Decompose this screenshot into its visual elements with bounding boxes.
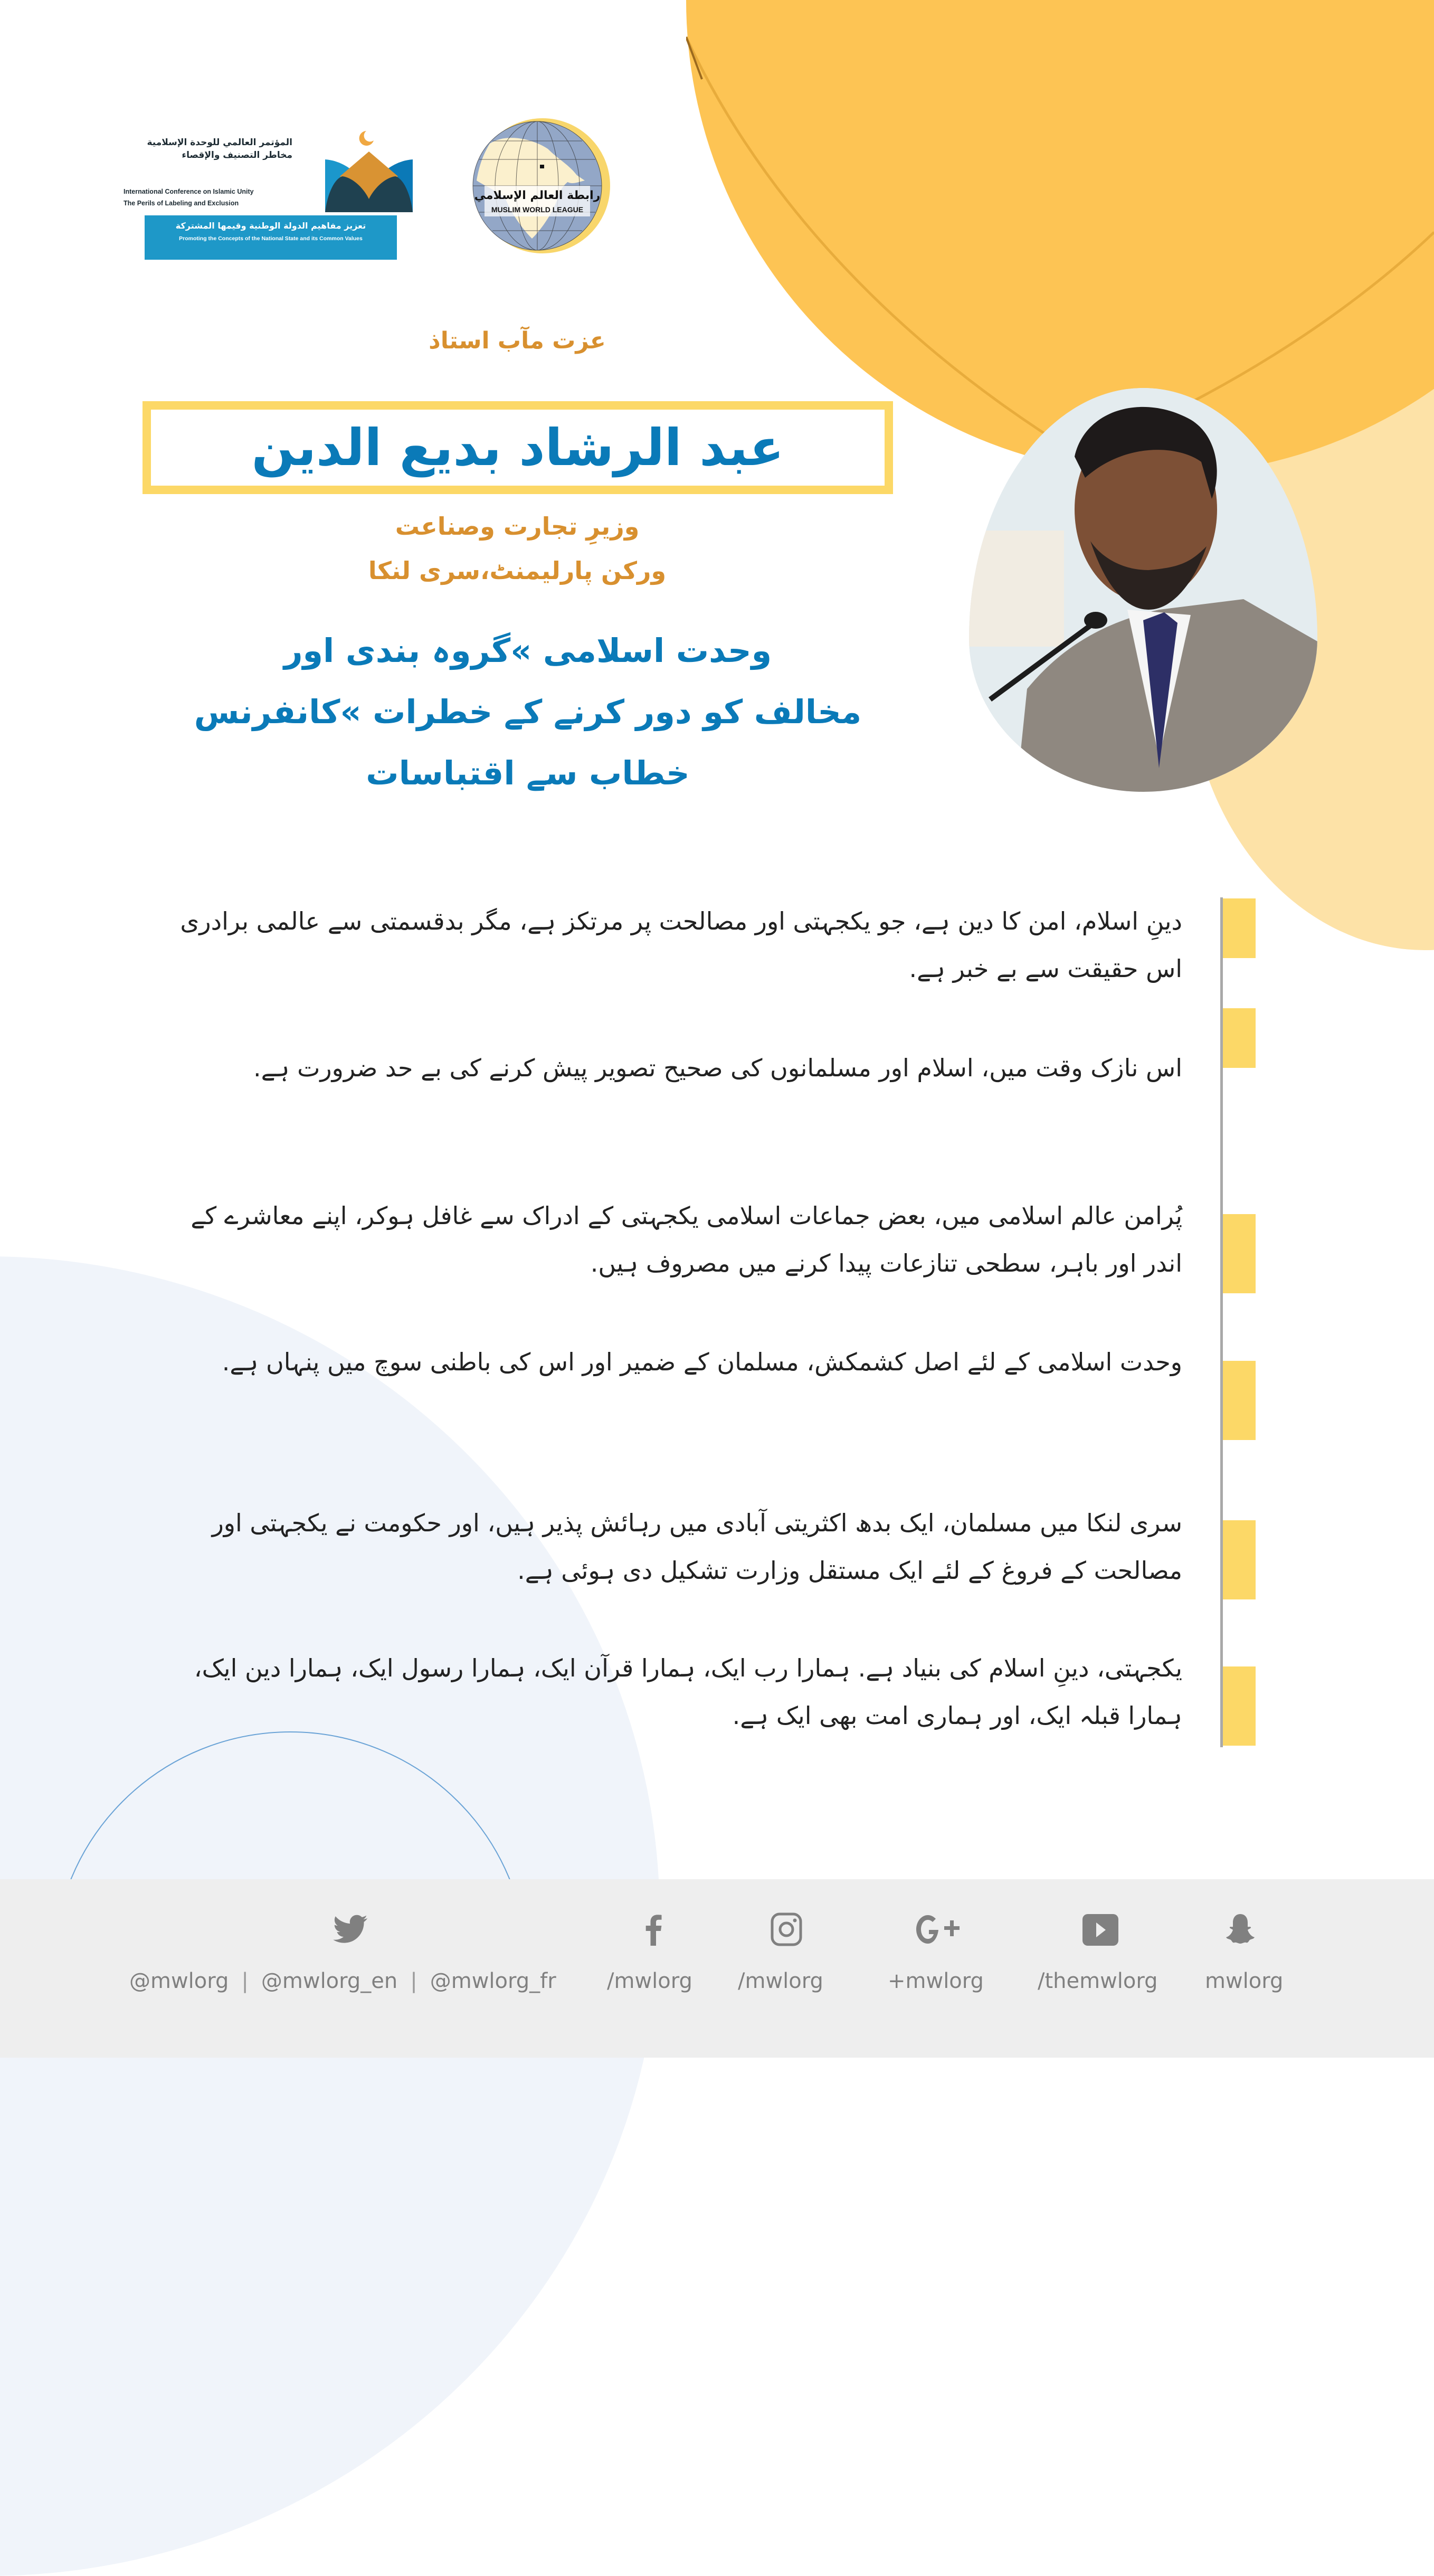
honorific-label: عزت مآب استاذ [429,327,606,354]
theme-english: Promoting the Concepts of the National State and its Common Values [179,235,363,242]
quote-item: یکجہتی، دینِ اسلام کی بنیاد ہے. ہمارا رب ایک، ہمارا قرآن ایک، ہمارا رسول ایک، ہمارا دین ایک، ہمارا قبلہ ایک، اور ہماری امت بھی ایک ہے. [194,1654,1182,1730]
muslim-world-league-logo [469,112,614,257]
quote-item: پُرامن عالم اسلامی میں، بعض جماعات اسلامی یکجہتی کے ادراک سے غافل ہوکر، اپنے معاشرے کے اندر اور باہر، سطحی تنازعات پیدا کرنے میں مصروف ہیں. [191,1201,1182,1277]
quote-marker [1223,1666,1256,1746]
conference-logo [124,106,413,248]
google-plus-icon [913,1911,966,1948]
conference-english-line1: International Conference on Islamic Unity [124,188,254,195]
snapchat-handle[interactable]: mwlorg [1205,1969,1284,1993]
quote-marker [1223,898,1256,958]
facebook-icon [636,1911,673,1948]
speaker-role-line1: وزیرِ تجارت وصناعت [395,512,640,541]
heading-line3: خطاب سے اقتباسات [366,754,690,792]
snapchat-link[interactable] [1214,1911,1267,1948]
speaker-role-line2: ورکن پارلیمنٹ،سری لنکا [368,556,667,585]
separator: | [410,1969,417,1993]
mwl-english-name: MUSLIM WORLD LEAGUE [491,205,584,214]
heading-line1: وحدت اسلامی »گروہ بندی اور [283,631,772,670]
speaker-role [317,504,718,593]
quote-marker [1223,1214,1256,1293]
globe-icon [469,112,614,257]
conference-english-title [124,186,292,209]
theme-arabic: تعزيز مفاهيم الدولة الوطنية وقيمها المشتركة [175,221,366,231]
mwl-arabic-name: رابطة العالم الإسلامي [474,189,601,202]
conference-theme-band [145,215,397,260]
snapchat-icon [1222,1911,1259,1948]
youtube-link[interactable] [1071,1911,1129,1948]
facebook-link[interactable] [628,1911,681,1948]
twitter-handle-fr[interactable]: @mwlorg_fr [430,1969,556,1993]
quote-item: وحدت اسلامی کے لئے اصل کشمکش، مسلمان کے ضمیر اور اس کی باطنی سوچ میں پنہاں ہے. [222,1348,1182,1376]
mosque-dome-icon [325,128,413,212]
twitter-handle-en[interactable]: @mwlorg_en [261,1969,398,1993]
google-plus-handle[interactable]: +mwlorg [888,1969,984,1993]
instagram-handle[interactable]: /mwlorg [738,1969,823,1993]
facebook-handle[interactable]: /mwlorg [607,1969,692,1993]
speaker-name-box [143,401,893,494]
footer [0,1879,1434,2058]
youtube-icon [1079,1911,1122,1948]
quote-item: اس نازک وقت میں، اسلام اور مسلمانوں کی صحیح تصویر پیش کرنے کی بے حد ضرورت ہے. [253,1054,1182,1082]
twitter-handle-main[interactable]: @mwlorg [129,1969,229,1993]
kaaba-icon [540,165,544,168]
conference-english-line2: The Perils of Labeling and Exclusion [124,200,239,207]
speaker-name: عبد الرشاد بديع الدین [251,418,784,477]
twitter-link[interactable] [325,1911,377,1948]
quote-item: سری لنکا میں مسلمان، ایک بدھ اکثریتی آبادی میں رہائش پذیر ہیں، اور حکومت نے یکجہتی اور مصالحت کے فروغ کے لئے ایک مستقل وزارت تشکیل دی ہوئی ہے. [212,1509,1182,1585]
google-plus-link[interactable] [908,1911,971,1948]
instagram-link[interactable] [760,1911,813,1948]
page-heading [137,620,918,804]
conference-arabic-line2: مخاطر التصنيف والإقصاء [182,150,292,160]
quote-marker [1223,1361,1256,1440]
heading-line2: مخالف کو دور کرنے کے خطرات »کانفرنس [194,693,862,731]
conference-arabic-title [134,136,292,162]
twitter-icon [333,1911,369,1948]
instagram-icon [768,1911,805,1948]
conference-arabic-line1: المؤتمر العالمي للوحدة الإسلامية [147,137,292,148]
quote-item: دینِ اسلام، امن کا دین ہے، جو یکجہتی اور مصالحت پر مرتکز ہے، مگر بدقسمتی سے عالمی برادری اس حقیقت سے بے خبر ہے. [180,907,1182,983]
quote-marker [1223,1520,1256,1599]
quote-marker [1223,1008,1256,1068]
twitter-handles [129,1969,556,1993]
separator: | [241,1969,249,1993]
youtube-handle[interactable]: /themwlorg [1038,1969,1158,1993]
